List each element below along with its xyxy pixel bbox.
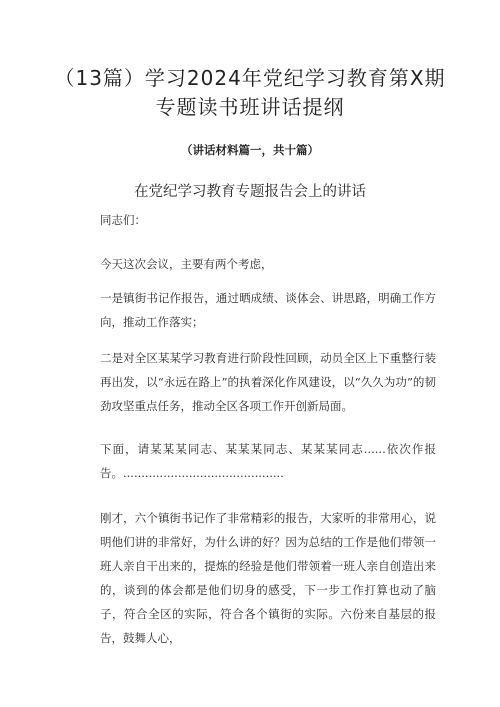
- paragraph: 一是镇街书记作报告，通过晒成绩、谈体会、讲思路，明确工作方向，推动工作落实；: [100, 291, 436, 329]
- paragraph: 今天这次会议，主要有两个考虑，: [100, 257, 273, 271]
- speech-heading: 在党纪学习教育专题报告会上的讲话: [134, 184, 366, 200]
- document-title-line-2: 专题读书班讲话提纲: [155, 95, 345, 119]
- greeting: 同志们：: [100, 213, 146, 227]
- document-title-line-1: （13篇）学习2024年党纪学习教育第X期: [54, 66, 446, 90]
- document-subtitle-note: （讲话材料篇一，共十篇）: [181, 143, 319, 157]
- paragraph: 二是对全区某某学习教育进行阶段性回顾，动员全区上下重整行装再出发，以“永远在路上”的执着深化作风建设，以“久久为功”的韧劲攻坚重点任务，推动全区各项工作开创新局面。: [100, 351, 436, 413]
- paragraph: 刚才，六个镇街书记作了非常精彩的报告，大家听的非常用心，说明他们讲的非常好，为什么讲的好？因为总结的工作是他们带领一班人亲自干出来的，提炼的经验是他们带领着一班人亲自创造出来的，谈到的体会都是他们切身的感受，下一步工作打算也动了脑子，符合全区的实际，符合各个镇街的实际。六份来自基层的报告，鼓舞人心，: [100, 511, 436, 645]
- paragraph: 下面，请某某某同志、某某某同志、某某某同志......依次作报告。............................................: [100, 442, 436, 480]
